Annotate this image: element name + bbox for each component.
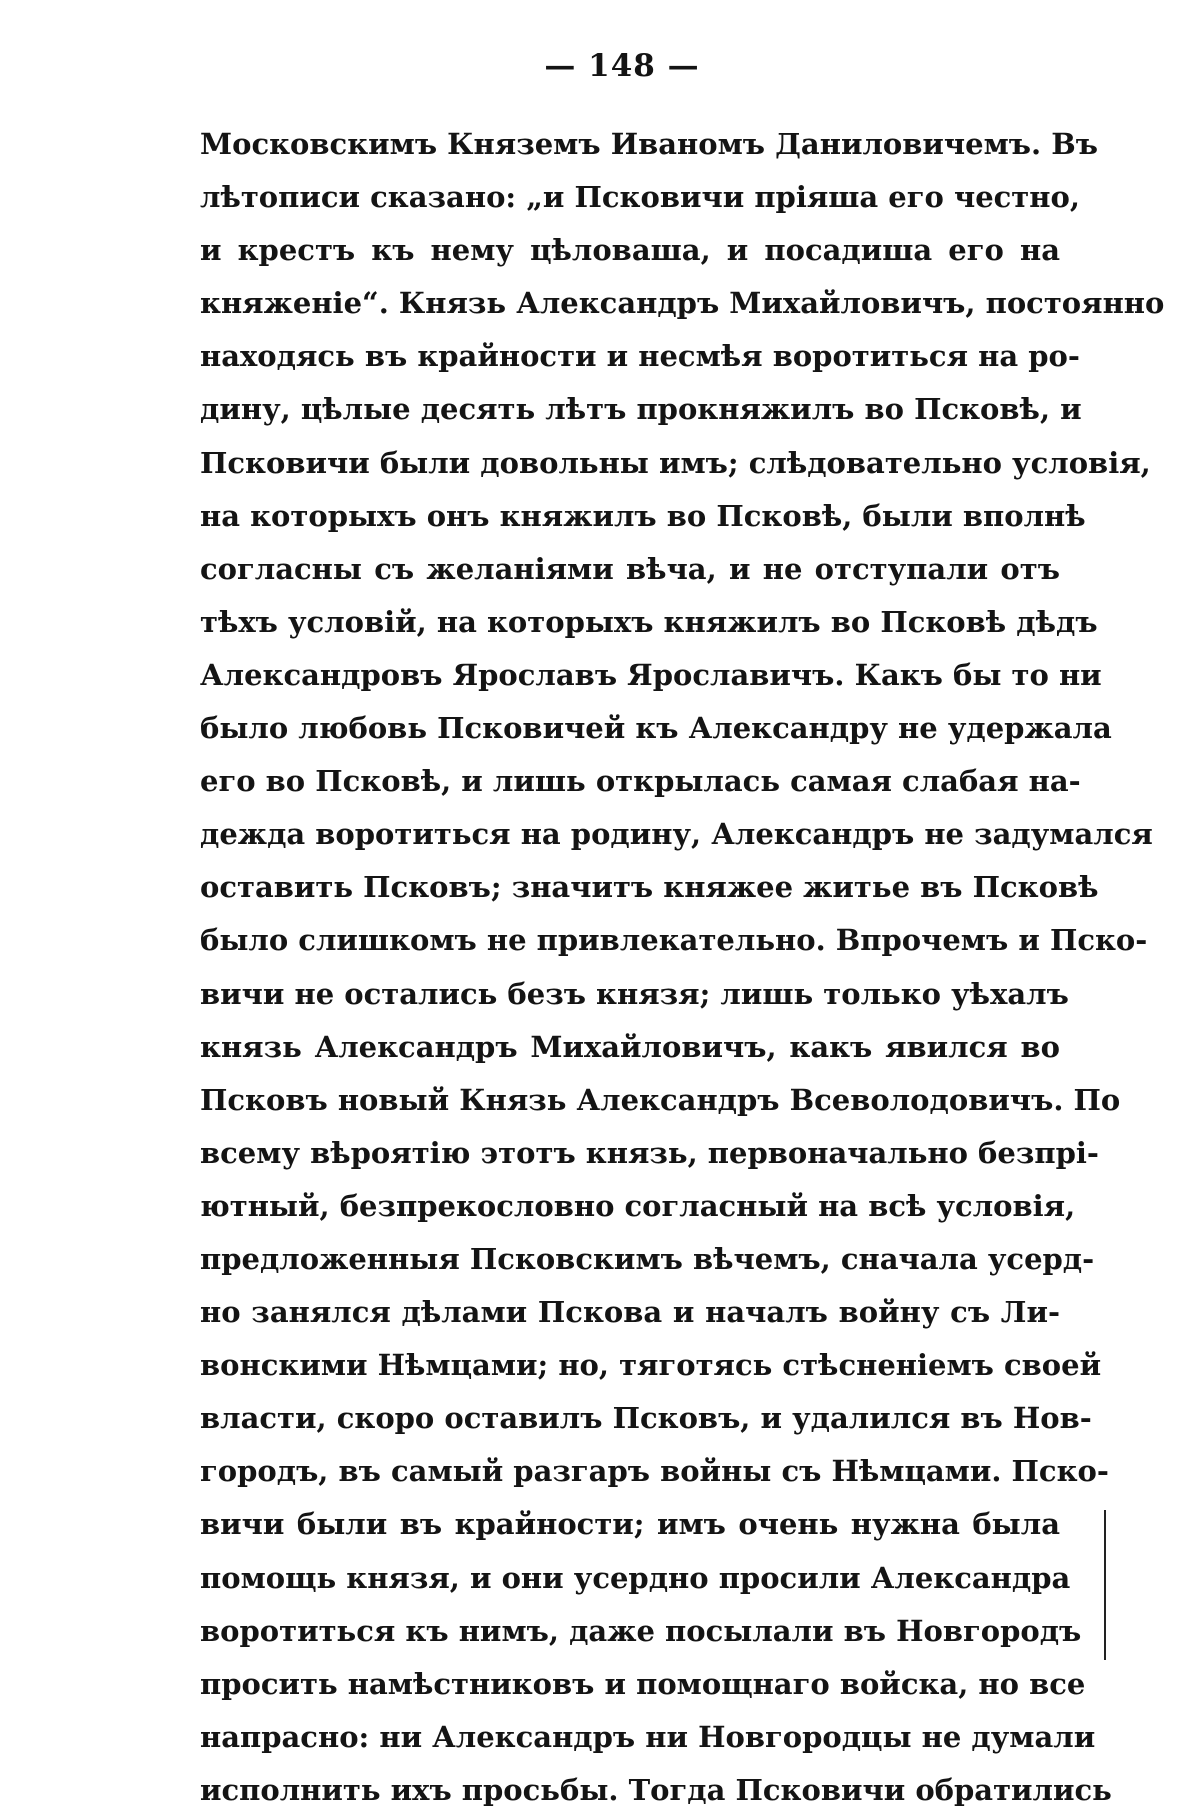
text-line: Псковъ новый Князь Александръ Всеволодовичъ. По [200,1082,1121,1117]
text-line: тѣхъ условій, на которыхъ княжилъ во Псковѣ дѣдъ [200,604,1098,639]
text-line: помощь князя, и они усердно просили Александра [200,1560,1071,1595]
text-line: лѣтописи сказано: „и Псковичи пріяша его честно, [200,180,1080,215]
text-line: Московскимъ Княземъ Иваномъ Даниловичемъ. Въ [200,127,1098,161]
text-line: вонскими Нѣмцами; но, тяготясь стѣсненіемъ своей [200,1348,1102,1383]
text-line: городъ, въ самый разгаръ войны съ Нѣмцами. Пско- [200,1454,1109,1489]
text-line: власти, скоро оставилъ Псковъ, и удалился въ Нов- [200,1401,1092,1436]
text-line: согласны съ желаніями вѣча, и не отступали отъ [200,551,1060,586]
text-line: Псковичи были довольны имъ; слѣдовательно условія, [200,445,1151,480]
text-line: было любовь Псковичей къ Александру не удержала [200,711,1112,746]
text-line: дину, цѣлые десять лѣтъ прокняжилъ во Псковѣ, и [200,392,1082,427]
text-line: князь Александръ Михайловичъ, какъ явился во [200,1029,1060,1064]
text-line: дежда воротиться на родину, Александръ не задумался [200,817,1153,852]
text-line: было слишкомъ не привлекательно. Впрочемъ и Пско- [200,923,1148,958]
text-line: напрасно: ни Александръ ни Новгородцы не думали [200,1719,1096,1754]
text-line: всему вѣроятію этотъ князь, первоначально безпрі- [200,1135,1099,1170]
text-line: на которыхъ онъ княжилъ во Псковѣ, были вполнѣ [200,498,1086,533]
body-text [200,118,1165,1817]
text-line: и крестъ къ нему цѣловаша, и посадиша его на [200,233,1060,268]
text-line: вичи не остались безъ князя; лишь только уѣхалъ [200,976,1069,1011]
text-line: воротиться къ нимъ, даже посылали въ Новгородъ [200,1613,1082,1648]
margin-rule [1104,1510,1106,1660]
text-line: но занялся дѣлами Пскова и началъ войну съ Ли- [200,1295,1060,1330]
text-line: Александровъ Ярославъ Ярославичъ. Какъ бы то ни [200,657,1102,692]
page-number: — 148 — [544,48,700,84]
text-line: вичи были въ крайности; имъ очень нужна была [200,1507,1060,1542]
text-line: предложенныя Псковскимъ вѣчемъ, сначала усерд- [200,1241,1095,1276]
text-line: его во Псковѣ, и лишь открылась самая слабая на- [200,764,1081,799]
text-line: исполнить ихъ просьбы. Тогда Псковичи обратились [200,1772,1112,1807]
text-line: находясь въ крайности и несмѣя воротиться на ро- [200,339,1080,374]
text-line: оставить Псковъ; значитъ княжее житье въ Псковѣ [200,870,1099,905]
text-line: княженіе“. Князь Александръ Михайловичъ, постоянно [200,286,1165,321]
text-line: просить намѣстниковъ и помощнаго войска, но все [200,1666,1086,1701]
text-line: ютный, безпрекословно согласный на всѣ условія, [200,1188,1076,1223]
